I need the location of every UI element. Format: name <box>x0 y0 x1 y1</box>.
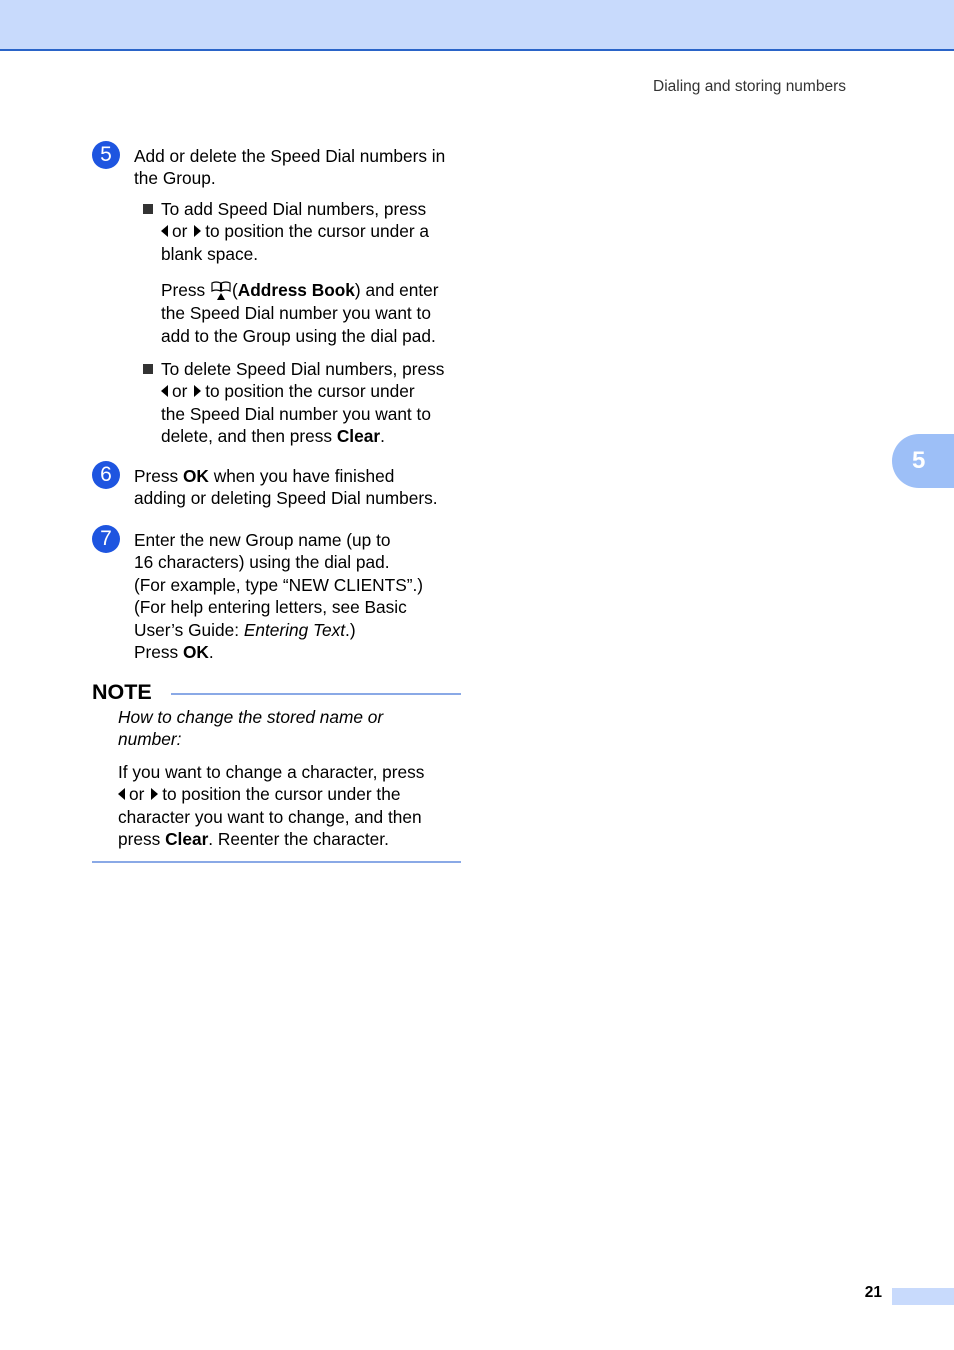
step-number-circle: 7 <box>92 525 120 553</box>
note-heading: NOTE <box>92 680 152 704</box>
bullet-add-speed-dial: To add Speed Dial numbers, press or to position the cursor under a blank space. Press (Address Book) and enter the Speed Dial number you want to add to the Group using the dial pad. <box>161 199 439 346</box>
running-header: Dialing and storing numbers <box>653 78 846 95</box>
step-number-circle: 5 <box>92 141 120 169</box>
left-arrow-icon <box>161 385 168 397</box>
address-book-icon <box>210 280 232 302</box>
right-arrow-icon <box>194 225 201 237</box>
right-arrow-icon <box>194 385 201 397</box>
footer-band <box>892 1288 954 1305</box>
chapter-tab: 5 <box>892 434 954 488</box>
note-divider-bottom <box>92 861 461 863</box>
step-number-circle: 6 <box>92 461 120 489</box>
note-divider-top <box>171 693 461 695</box>
note-body: If you want to change a character, press or to position the cursor under the character you want to change, and then press Clear. Reenter the character. <box>118 762 425 850</box>
bullet-delete-speed-dial: To delete Speed Dial numbers, press or to position the cursor under the Speed Dial number you want to delete, and then press Clear. <box>161 359 445 447</box>
bullet-square <box>143 364 153 374</box>
step-text: Press OK when you have finished adding or deleting Speed Dial numbers. <box>134 466 438 509</box>
top-header-band <box>0 0 954 51</box>
left-arrow-icon <box>118 788 125 800</box>
step-text: Enter the new Group name (up to 16 characters) using the dial pad. (For example, type “NEW CLIENTS”.) (For help entering letters, see Basic User’s Guide: Entering Text.) Press OK. <box>134 530 424 663</box>
bullet-square <box>143 204 153 214</box>
note-intro: How to change the stored name or number: <box>118 707 384 750</box>
page-number: 21 <box>864 1284 882 1301</box>
right-arrow-icon <box>151 788 158 800</box>
left-arrow-icon <box>161 225 168 237</box>
step-text: Add or delete the Speed Dial numbers in the Group. <box>134 146 446 189</box>
